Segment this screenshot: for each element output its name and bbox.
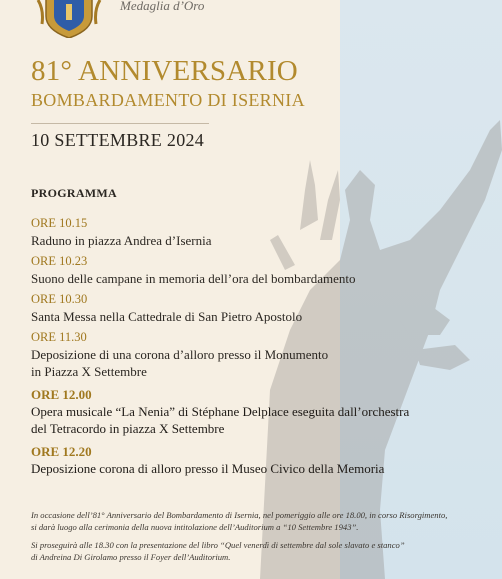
item-description: Raduno in piazza Andrea d’Isernia <box>31 233 212 248</box>
note-book-line-2: di Andreina Di Girolamo presso il Foyer dell’Auditorium. <box>31 552 231 562</box>
note-auditorium <box>31 509 471 533</box>
item-time: ORE 10.30 <box>31 292 88 306</box>
note-book-presentation <box>31 539 471 563</box>
anniversary-title: 81° ANNIVERSARIO <box>31 55 298 87</box>
item-time: ORE 11.30 <box>31 330 87 344</box>
item-description: Santa Messa nella Cattedrale di San Pietro Apostolo <box>31 309 303 324</box>
item-description-line-2: in Piazza X Settembre <box>31 364 147 379</box>
footnotes <box>31 509 471 569</box>
list-item <box>31 329 471 380</box>
list-item <box>31 291 471 325</box>
item-description: Suono delle campane in memoria dell’ora del bombardamento <box>31 271 356 286</box>
event-date: 10 SETTEMBRE 2024 <box>31 130 205 150</box>
item-description-line-1: Deposizione di una corona d’alloro presso il Monumento <box>31 347 329 362</box>
item-time: ORE 10.15 <box>31 216 88 230</box>
note-auditorium-line-2: si darà luogo alla cerimonia della nuova intitolazione dell’Auditorium a “10 Settembre 1943”. <box>31 522 359 532</box>
list-item <box>31 443 471 477</box>
item-time: ORE 10.23 <box>31 254 88 268</box>
item-time: ORE 12.00 <box>31 387 92 402</box>
note-book-line-1: Si proseguirà alle 18.30 con la presentazione del libro “Quel venerdì di settembre dal sole slavato e stanco” <box>31 540 405 550</box>
isernia-coat-of-arms-icon <box>36 0 102 38</box>
anniversary-subtitle: BOMBARDAMENTO DI ISERNIA <box>31 90 305 110</box>
item-description: Deposizione corona di alloro presso il Museo Civico della Memoria <box>31 461 385 476</box>
item-description-line-1: Opera musicale “La Nenia” di Stéphane Delplace eseguita dall’orchestra <box>31 404 410 419</box>
list-item <box>31 386 471 437</box>
title-divider <box>31 123 209 124</box>
list-item <box>31 253 471 287</box>
item-description-line-2: del Tetracordo in piazza X Settembre <box>31 421 225 436</box>
list-item <box>31 215 471 249</box>
note-auditorium-line-1: In occasione dell’81° Anniversario del Bombardamento di Isernia, nel pomeriggio alle ore 18.00, in corso Risorgimento, <box>31 510 448 520</box>
programma-list <box>31 215 471 481</box>
item-time: ORE 12.20 <box>31 444 92 459</box>
programma-heading: PROGRAMMA <box>31 186 118 200</box>
medal-caption: Medaglia d’Oro <box>120 0 205 13</box>
